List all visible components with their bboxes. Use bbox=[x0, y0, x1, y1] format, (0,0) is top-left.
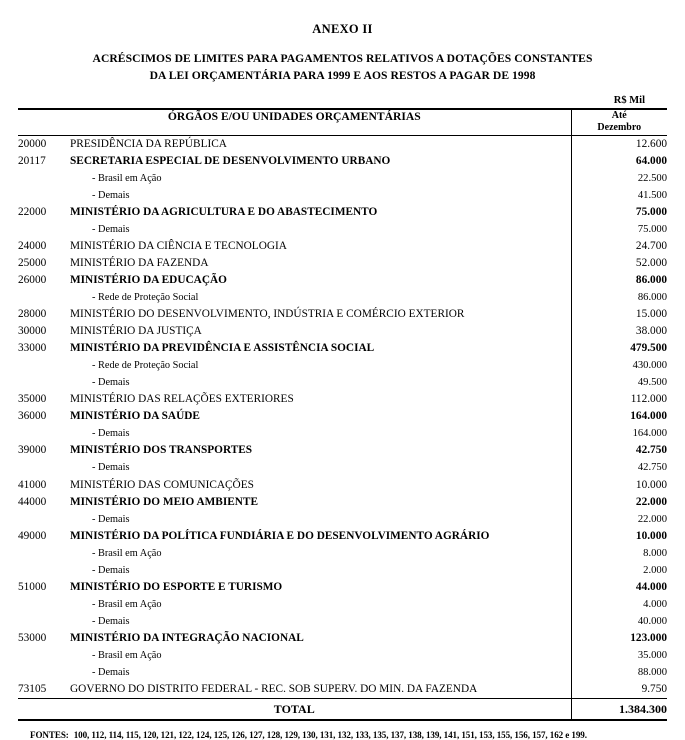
row-value: 22.000 bbox=[637, 513, 667, 525]
row-code: 44000 bbox=[18, 495, 47, 508]
row-name: MINISTÉRIO DA FAZENDA bbox=[70, 256, 209, 269]
row-code: 73105 bbox=[18, 683, 47, 696]
row-name: - Demais bbox=[92, 615, 130, 627]
row-code bbox=[18, 187, 70, 204]
row-name: MINISTÉRIO DA PREVIDÊNCIA E ASSISTÊNCIA SOCIAL bbox=[70, 342, 375, 355]
total-label: TOTAL bbox=[18, 699, 571, 721]
table-row-value bbox=[572, 204, 668, 221]
row-value: 22.500 bbox=[637, 172, 667, 184]
row-name: MINISTÉRIO DA JUSTIÇA bbox=[70, 325, 202, 338]
row-value: 430.000 bbox=[632, 360, 667, 372]
row-name: MINISTÉRIO DA INTEGRAÇÃO NACIONAL bbox=[70, 631, 304, 644]
row-value: 41.500 bbox=[637, 189, 667, 201]
table-row-value bbox=[572, 511, 668, 528]
row-value: 164.000 bbox=[632, 428, 667, 440]
table-row-value bbox=[572, 357, 668, 374]
row-code: 20000 bbox=[18, 137, 47, 150]
table-row-value bbox=[572, 647, 668, 664]
table-row bbox=[18, 596, 571, 613]
row-code: 26000 bbox=[18, 273, 47, 286]
row-code: 53000 bbox=[18, 631, 47, 644]
table-row bbox=[18, 664, 571, 681]
value-rows bbox=[572, 136, 668, 699]
table-row bbox=[18, 323, 571, 340]
table-row-value bbox=[572, 681, 668, 698]
table-row bbox=[18, 272, 571, 289]
table-row bbox=[18, 238, 571, 255]
table-row bbox=[18, 545, 571, 562]
table-row-value bbox=[572, 579, 668, 596]
row-value: 44.000 bbox=[635, 580, 667, 593]
row-value: 12.600 bbox=[635, 137, 667, 150]
row-name: - Demais bbox=[92, 223, 130, 235]
table-row-value bbox=[572, 596, 668, 613]
table-row bbox=[18, 630, 571, 647]
row-value: 123.000 bbox=[630, 631, 667, 644]
organs-rows bbox=[18, 136, 571, 699]
row-name: - Brasil em Ação bbox=[92, 547, 162, 559]
row-name: MINISTÉRIO DO ESPORTE E TURISMO bbox=[70, 580, 283, 593]
table-row bbox=[18, 408, 571, 425]
row-name: - Demais bbox=[92, 564, 130, 576]
table-row bbox=[18, 187, 571, 204]
table-row-value bbox=[572, 340, 668, 357]
row-name: - Demais bbox=[92, 462, 130, 474]
table-row bbox=[18, 511, 571, 528]
row-name: - Demais bbox=[92, 513, 130, 525]
row-value: 164.000 bbox=[630, 410, 667, 423]
table-row-value bbox=[572, 630, 668, 647]
row-code: 20117 bbox=[18, 154, 46, 167]
table-row-value bbox=[572, 238, 668, 255]
row-code bbox=[18, 545, 70, 562]
row-name: PRESIDÊNCIA DA REPÚBLICA bbox=[70, 137, 227, 150]
total-value: 1.384.300 bbox=[571, 699, 667, 721]
row-name: SECRETARIA ESPECIAL DE DESENVOLVIMENTO URBANO bbox=[70, 154, 391, 167]
table-row-value bbox=[572, 289, 668, 306]
row-name: - Brasil em Ação bbox=[92, 172, 162, 184]
table-row-value bbox=[572, 187, 668, 204]
table-row-value bbox=[572, 136, 668, 153]
table-row-value bbox=[572, 477, 668, 494]
row-name: - Rede de Proteção Social bbox=[92, 292, 199, 304]
table-row bbox=[18, 681, 571, 698]
values-column-body bbox=[571, 135, 667, 699]
table-row-value bbox=[572, 170, 668, 187]
table-row-value bbox=[572, 562, 668, 579]
row-code bbox=[18, 357, 70, 374]
table-row-value bbox=[572, 255, 668, 272]
row-code: 28000 bbox=[18, 308, 47, 321]
row-name: - Brasil em Ação bbox=[92, 650, 162, 661]
table-row-value bbox=[572, 221, 668, 238]
table-row-value bbox=[572, 272, 668, 289]
sources-label: FONTES: bbox=[30, 730, 69, 740]
row-value: 86.000 bbox=[635, 273, 667, 286]
row-code bbox=[18, 562, 70, 579]
row-value: 75.000 bbox=[635, 205, 667, 218]
row-value: 64.000 bbox=[635, 154, 667, 167]
table-row-value bbox=[572, 408, 668, 425]
row-name: MINISTÉRIO DAS COMUNICAÇÕES bbox=[70, 478, 254, 491]
row-value: 112.000 bbox=[630, 393, 667, 406]
row-value: 24.700 bbox=[635, 239, 667, 252]
table-row bbox=[18, 357, 571, 374]
row-value: 10.000 bbox=[635, 478, 667, 491]
row-code: 25000 bbox=[18, 256, 47, 269]
row-code: 35000 bbox=[18, 393, 47, 406]
row-value: 22.000 bbox=[635, 495, 667, 508]
table-row-value bbox=[572, 306, 668, 323]
table-row-value bbox=[572, 613, 668, 630]
table-row-value bbox=[572, 459, 668, 476]
row-name: - Demais bbox=[92, 189, 130, 201]
row-name: - Demais bbox=[92, 377, 130, 389]
table-row-value bbox=[572, 545, 668, 562]
budget-table bbox=[18, 108, 667, 722]
table-row bbox=[18, 425, 571, 442]
table-row bbox=[18, 255, 571, 272]
row-name: MINISTÉRIO DA POLÍTICA FUNDIÁRIA E DO DESENVOLVIMENTO AGRÁRIO bbox=[70, 529, 490, 542]
row-code: 24000 bbox=[18, 239, 47, 252]
table-row-value bbox=[572, 153, 668, 170]
row-code bbox=[18, 459, 70, 476]
row-value: 75.000 bbox=[637, 223, 667, 235]
table-row bbox=[18, 204, 571, 221]
table-row bbox=[18, 647, 571, 664]
row-name: - Brasil em Ação bbox=[92, 598, 162, 610]
document-title-line-2: DA LEI ORÇAMENTÁRIA PARA 1999 E AOS RESTOS A PAGAR DE 1998 bbox=[149, 68, 536, 82]
table-row bbox=[18, 340, 571, 357]
table-row bbox=[18, 494, 571, 511]
row-value: 42.750 bbox=[637, 462, 667, 474]
table-row-value bbox=[572, 528, 668, 545]
row-code bbox=[18, 170, 70, 187]
row-code bbox=[18, 425, 70, 442]
row-code bbox=[18, 596, 70, 613]
document-title bbox=[24, 51, 661, 85]
table-row bbox=[18, 306, 571, 323]
table-row-value bbox=[572, 425, 668, 442]
row-value: 4.000 bbox=[643, 598, 667, 610]
table-row bbox=[18, 153, 571, 170]
row-name: MINISTÉRIO DA CIÊNCIA E TECNOLOGIA bbox=[70, 239, 287, 252]
row-name: MINISTÉRIO DAS RELAÇÕES EXTERIORES bbox=[70, 393, 294, 406]
row-code bbox=[18, 511, 70, 528]
table-body-row-container bbox=[18, 135, 667, 699]
row-value: 15.000 bbox=[635, 308, 667, 321]
row-value: 2.000 bbox=[643, 564, 667, 576]
organs-column-body bbox=[18, 135, 571, 699]
column-header-period-line-1: Até bbox=[611, 109, 627, 121]
currency-unit-label: R$ Mil bbox=[613, 94, 645, 106]
column-header-period-line-2: Dezembro bbox=[597, 122, 642, 134]
row-name: MINISTÉRIO DO DESENVOLVIMENTO, INDÚSTRIA E COMÉRCIO EXTERIOR bbox=[70, 308, 465, 321]
row-code: 41000 bbox=[18, 478, 47, 491]
row-value: 52.000 bbox=[635, 256, 667, 269]
row-code: 33000 bbox=[18, 342, 47, 355]
row-value: 35.000 bbox=[637, 650, 667, 661]
annex-label: ANEXO II bbox=[312, 22, 373, 36]
row-value: 40.000 bbox=[637, 615, 667, 627]
column-header-organs: ÓRGÃOS E/OU UNIDADES ORÇAMENTÁRIAS bbox=[18, 109, 571, 136]
row-name: MINISTÉRIO DO MEIO AMBIENTE bbox=[70, 495, 258, 508]
row-name: MINISTÉRIO DA EDUCAÇÃO bbox=[70, 273, 227, 286]
table-row-value bbox=[572, 323, 668, 340]
row-code bbox=[18, 664, 70, 681]
table-row-value bbox=[572, 374, 668, 391]
row-code: 22000 bbox=[18, 205, 47, 218]
row-code bbox=[18, 647, 70, 664]
table-row bbox=[18, 391, 571, 408]
row-value: 38.000 bbox=[635, 325, 667, 338]
table-row bbox=[18, 477, 571, 494]
table-row bbox=[18, 613, 571, 630]
row-name: - Demais bbox=[92, 667, 130, 679]
table-row-value bbox=[572, 442, 668, 459]
row-value: 86.000 bbox=[637, 292, 667, 304]
row-code: 36000 bbox=[18, 410, 47, 423]
column-header-period bbox=[571, 109, 667, 136]
table-row bbox=[18, 528, 571, 545]
row-value: 42.750 bbox=[635, 444, 667, 457]
row-code: 51000 bbox=[18, 580, 47, 593]
row-code bbox=[18, 289, 70, 306]
row-name: MINISTÉRIO DOS TRANSPORTES bbox=[70, 444, 253, 457]
row-value: 9.750 bbox=[641, 683, 667, 696]
row-name: - Rede de Proteção Social bbox=[92, 360, 199, 372]
row-code: 39000 bbox=[18, 444, 47, 457]
row-value: 10.000 bbox=[635, 529, 667, 542]
table-row bbox=[18, 579, 571, 596]
row-value: 479.500 bbox=[630, 342, 667, 355]
row-code: 30000 bbox=[18, 325, 47, 338]
total-row bbox=[18, 699, 667, 721]
table-row bbox=[18, 459, 571, 476]
table-row bbox=[18, 442, 571, 459]
row-code: 49000 bbox=[18, 529, 47, 542]
table-row bbox=[18, 170, 571, 187]
table-row-value bbox=[572, 391, 668, 408]
table-row bbox=[18, 289, 571, 306]
row-code bbox=[18, 374, 70, 391]
table-row bbox=[18, 136, 571, 153]
row-name: GOVERNO DO DISTRITO FEDERAL - REC. SOB SUPERV. DO MIN. DA FAZENDA bbox=[70, 683, 478, 696]
table-row-value bbox=[572, 494, 668, 511]
row-value: 49.500 bbox=[637, 377, 667, 389]
row-name: - Demais bbox=[92, 428, 130, 440]
sources-list: 100, 112, 114, 115, 120, 121, 122, 124, 125, 126, 127, 128, 129, 130, 131, 132, 133, 135, 137, 138, 139, 141, 151, 153, 155, 156, 157, 162 e 199. bbox=[73, 730, 587, 740]
table-header-row bbox=[18, 109, 667, 136]
row-value: 88.000 bbox=[637, 667, 667, 679]
row-code bbox=[18, 613, 70, 630]
row-value: 8.000 bbox=[643, 547, 667, 559]
table-row bbox=[18, 562, 571, 579]
row-code bbox=[18, 221, 70, 238]
table-row bbox=[18, 374, 571, 391]
table-row-value bbox=[572, 664, 668, 681]
row-name: MINISTÉRIO DA AGRICULTURA E DO ABASTECIMENTO bbox=[70, 205, 378, 218]
table-row bbox=[18, 221, 571, 238]
document-title-line-1: ACRÉSCIMOS DE LIMITES PARA PAGAMENTOS RELATIVOS A DOTAÇÕES CONSTANTES bbox=[92, 52, 593, 65]
row-name: MINISTÉRIO DA SAÚDE bbox=[70, 410, 200, 423]
